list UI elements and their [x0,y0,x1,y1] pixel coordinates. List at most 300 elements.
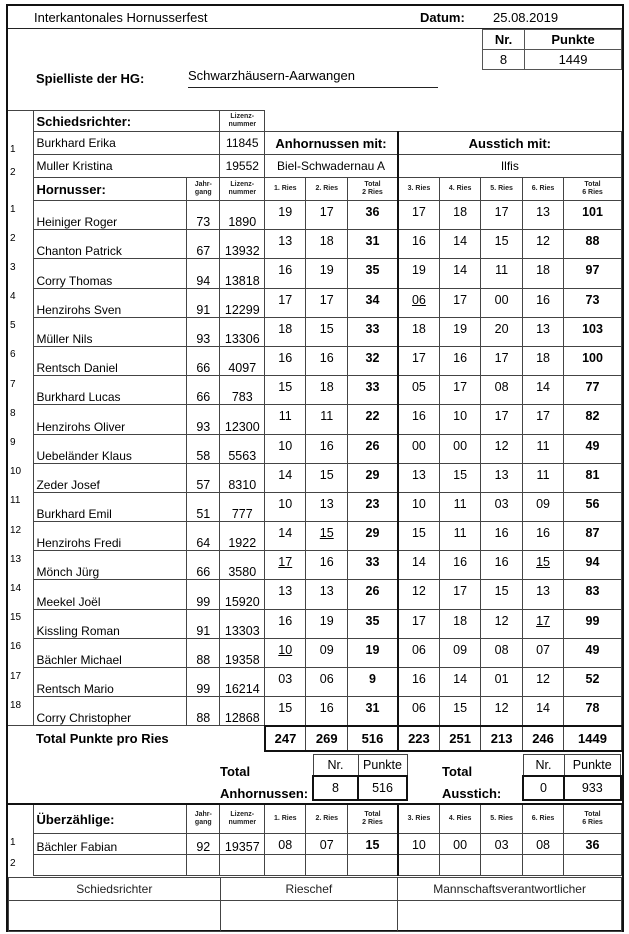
ries-2-score: 17 [306,201,348,230]
ries-6-score: 08 [523,834,564,855]
ries-1-score: 17 [265,551,306,580]
birth-year: 58 [187,434,220,463]
ries-1-score: 16 [265,346,306,375]
ries-2-score: 19 [306,259,348,288]
total-2-ries-score: 33 [348,317,398,346]
column-header-r6: 6. Ries [523,804,564,834]
birth-year: 66 [187,346,220,375]
signature-label: Mannschaftsverantwortlicher [398,878,622,901]
row-index: 17 [8,668,34,697]
ries-6-score: 11 [523,463,564,492]
points-label: Punkte [358,754,407,776]
ries-1-score: 08 [265,834,306,855]
column-header-t2: Total 2 Ries [348,178,398,201]
player-name: Corry Thomas [34,259,187,288]
ries-4-score: 11 [440,522,481,551]
total-6-ries-score: 56 [564,492,622,521]
column-header-t6: Total 6 Ries [564,804,622,834]
player-row [8,609,622,638]
ries-5-score: 08 [481,638,523,667]
referee-license: 11845 [220,132,265,155]
ries-5-score: 16 [481,522,523,551]
birth-year: 91 [187,609,220,638]
total-value: 246 [523,726,564,751]
total-value: 213 [481,726,523,751]
ries-5-score: 12 [481,434,523,463]
license-number: 16214 [220,668,265,697]
nr-label: Nr. [313,754,358,776]
row-index: 1 [8,834,34,855]
column-header-r4: 4. Ries [440,178,481,201]
ries-4-score: 19 [440,317,481,346]
ries-6-score [523,855,564,876]
ries-4-score: 17 [440,376,481,405]
player-name: Heiniger Roger [34,201,187,230]
total-value: 516 [348,726,398,751]
team-name: Schwarzhäusern-Aarwangen [188,68,438,88]
player-name: Burkhard Emil [34,492,187,521]
signature-label: Schiedsrichter [9,878,221,901]
total-6-ries-score: 82 [564,405,622,434]
total-2-ries-score: 29 [348,522,398,551]
nr-label: Nr. [483,30,525,50]
license-number: 783 [220,376,265,405]
birth-year: 57 [187,463,220,492]
ries-5-score: 16 [481,551,523,580]
player-name: Rentsch Daniel [34,346,187,375]
license-number: 13932 [220,230,265,259]
ries-1-score: 10 [265,434,306,463]
ries-5-score: 11 [481,259,523,288]
date-label: Datum: [420,10,465,25]
column-header-r4: 4. Ries [440,804,481,834]
player-row [8,288,622,317]
anhornussen-label: Anhornussen mit: [265,132,398,155]
player-name: Chanton Patrick [34,230,187,259]
ries-3-score: 17 [398,609,440,638]
total-6-ries-score: 88 [564,230,622,259]
birth-year: 92 [187,834,220,855]
ries-6-score: 09 [523,492,564,521]
ries-2-score: 17 [306,288,348,317]
ries-6-score: 14 [523,376,564,405]
total-6-ries-score: 87 [564,522,622,551]
player-row [8,463,622,492]
row-index: 13 [8,551,34,580]
ries-2-score [306,855,348,876]
ries-4-score: 11 [440,492,481,521]
extra-player-row [8,834,622,855]
points-label: Punkte [525,30,622,50]
ries-1-score: 13 [265,230,306,259]
total-6-ries-score: 81 [564,463,622,492]
ries-1-score: 16 [265,259,306,288]
license-number: 15920 [220,580,265,609]
ries-1-score: 10 [265,638,306,667]
summary-row [8,751,622,804]
ries-6-score: 13 [523,201,564,230]
birth-year: 99 [187,580,220,609]
player-row [8,346,622,375]
ries-2-score: 13 [306,492,348,521]
birth-year: 64 [187,522,220,551]
player-name: Burkhard Lucas [34,376,187,405]
row-index: 14 [8,580,34,609]
birth-year: 66 [187,551,220,580]
ries-5-score: 15 [481,230,523,259]
birth-year: 67 [187,230,220,259]
ries-3-score: 15 [398,522,440,551]
ries-3-score: 06 [398,288,440,317]
license-number: 19357 [220,834,265,855]
license-number: 13303 [220,609,265,638]
ries-2-score: 09 [306,638,348,667]
birth-year [187,855,220,876]
license-number: 8310 [220,463,265,492]
team-score-box [482,29,622,70]
license-number: 1922 [220,522,265,551]
ries-2-score: 13 [306,580,348,609]
ries-2-score: 16 [306,434,348,463]
player-row [8,492,622,521]
total-2-ries-score: 9 [348,668,398,697]
row-index: 10 [8,463,34,492]
birth-year: 66 [187,376,220,405]
ries-4-score: 15 [440,463,481,492]
ries-4-score: 18 [440,609,481,638]
ries-5-score: 17 [481,405,523,434]
ausstich-summary-box [522,754,622,801]
player-name: Kissling Roman [34,609,187,638]
row-index: 2 [8,855,34,876]
ries-5-score: 01 [481,668,523,697]
ries-6-score: 13 [523,317,564,346]
ries-4-score: 14 [440,259,481,288]
ries-2-score: 16 [306,346,348,375]
row-index: 4 [8,288,34,317]
player-name: Zeder Josef [34,463,187,492]
birth-year: 51 [187,492,220,521]
ries-5-score: 12 [481,697,523,726]
extra-player-row [8,855,622,876]
ries-4-score: 00 [440,434,481,463]
ries-1-score: 15 [265,376,306,405]
license-number: 1890 [220,201,265,230]
license-number [220,855,265,876]
ries-1-score: 14 [265,463,306,492]
ries-3-score [398,855,440,876]
players-label: Hornusser: [34,178,187,201]
spielliste-label: Spielliste der HG: [36,71,145,86]
birth-year: 93 [187,405,220,434]
total-2-ries-score: 19 [348,638,398,667]
ries-6-score: 17 [523,609,564,638]
player-row [8,405,622,434]
total-6-ries-score: 99 [564,609,622,638]
ries-3-score: 16 [398,230,440,259]
total-6-ries-score: 52 [564,668,622,697]
birth-year: 93 [187,317,220,346]
total-2-ries-score: 26 [348,434,398,463]
total-6-ries-score: 49 [564,434,622,463]
total-6-ries-score: 78 [564,697,622,726]
player-row [8,230,622,259]
ausstich-summary-label: Ausstich: [442,785,502,801]
row-index: 2 [8,155,34,178]
row-index: 2 [8,230,34,259]
license-number: 12300 [220,405,265,434]
ries-1-score: 11 [265,405,306,434]
column-header-r6: 6. Ries [523,178,564,201]
total-value: 223 [398,726,440,751]
ausstich-team: Ilfis [398,155,622,178]
player-name: Mönch Jürg [34,551,187,580]
ries-6-score: 11 [523,434,564,463]
total-2-ries-score: 26 [348,580,398,609]
ries-2-score: 16 [306,551,348,580]
referee-license-header: Lizenz- nummer [220,111,265,132]
license-number: 13818 [220,259,265,288]
ries-3-score: 14 [398,551,440,580]
referees-label: Schiedsrichter: [34,111,220,132]
column-header-r1: 1. Ries [265,804,306,834]
ries-4-score: 16 [440,346,481,375]
anhornussen-points: 516 [358,776,407,800]
signature-field-manager[interactable] [398,901,622,932]
birth-year: 94 [187,259,220,288]
ries-6-score: 12 [523,668,564,697]
column-header-r5: 5. Ries [481,804,523,834]
ries-1-score: 13 [265,580,306,609]
birth-year: 88 [187,697,220,726]
total-value: 247 [265,726,306,751]
total-6-ries-score: 101 [564,201,622,230]
row-index: 1 [8,132,34,155]
column-header-r3: 3. Ries [398,178,440,201]
ries-3-score: 18 [398,317,440,346]
player-row [8,317,622,346]
row-index: 16 [8,638,34,667]
referee-row [8,155,622,178]
ries-3-score: 17 [398,201,440,230]
total-value: 1449 [564,726,622,751]
total-value: 251 [440,726,481,751]
row-index: 12 [8,522,34,551]
ries-4-score: 00 [440,834,481,855]
license-number: 19358 [220,638,265,667]
anhornussen-summary-box [312,754,408,801]
license-number: 13306 [220,317,265,346]
player-name: Meekel Joël [34,580,187,609]
player-name: Rentsch Mario [34,668,187,697]
row-index: 11 [8,492,34,521]
ries-3-score: 17 [398,346,440,375]
column-header-r2: 2. Ries [306,804,348,834]
player-name: Bächler Michael [34,638,187,667]
ries-3-score: 19 [398,259,440,288]
total-2-ries-score: 29 [348,463,398,492]
ries-4-score: 16 [440,551,481,580]
event-title: Interkantonales Hornusserfest [34,10,208,25]
ries-3-score: 16 [398,668,440,697]
ries-2-score: 07 [306,834,348,855]
license-number: 12299 [220,288,265,317]
column-header-license: Lizenz- nummer [220,804,265,834]
license-number: 4097 [220,346,265,375]
ries-3-score: 10 [398,834,440,855]
ries-3-score: 10 [398,492,440,521]
column-header-year: Jahr- gang [187,178,220,201]
ries-6-score: 12 [523,230,564,259]
date-value: 25.08.2019 [493,10,559,25]
points-label: Punkte [564,754,621,776]
referee-license: 19552 [220,155,265,178]
total-6-ries-score: 97 [564,259,622,288]
total-2-ries-score: 22 [348,405,398,434]
referee-name: Muller Kristina [34,155,220,178]
row-index: 3 [8,259,34,288]
totals-row [8,726,622,751]
ries-5-score: 13 [481,463,523,492]
ries-6-score: 14 [523,697,564,726]
total-6-ries-score: 73 [564,288,622,317]
ries-4-score [440,855,481,876]
total-2-ries-score [348,855,398,876]
ries-5-score: 17 [481,201,523,230]
total-6-ries-score: 36 [564,834,622,855]
total-2-ries-score: 35 [348,259,398,288]
ries-4-score: 17 [440,580,481,609]
player-row [8,522,622,551]
ries-5-score: 15 [481,580,523,609]
nr-value: 8 [483,50,525,70]
row-index: 1 [8,201,34,230]
column-header-r1: 1. Ries [265,178,306,201]
player-row [8,697,622,726]
ausstich-nr: 0 [523,776,564,800]
ries-3-score: 00 [398,434,440,463]
ries-4-score: 17 [440,288,481,317]
player-name: Corry Christopher [34,697,187,726]
ries-3-score: 05 [398,376,440,405]
player-name: Bächler Fabian [34,834,187,855]
ries-2-score: 11 [306,405,348,434]
total-2-ries-score: 32 [348,346,398,375]
sheet-header [8,6,622,29]
license-number: 777 [220,492,265,521]
player-name: Uebeländer Klaus [34,434,187,463]
column-header-r3: 3. Ries [398,804,440,834]
player-name: Henzirohs Fredi [34,522,187,551]
column-header-year: Jahr- gang [187,804,220,834]
totals-label: Total Punkte pro Ries [8,726,265,751]
ries-5-score: 17 [481,346,523,375]
ausstich-label: Ausstich mit: [398,132,622,155]
player-table [8,110,622,876]
ries-2-score: 15 [306,317,348,346]
ries-4-score: 15 [440,697,481,726]
total-6-ries-score: 103 [564,317,622,346]
total-2-ries-score: 23 [348,492,398,521]
ries-4-score: 14 [440,230,481,259]
total-6-ries-score: 49 [564,638,622,667]
ries-2-score: 15 [306,463,348,492]
ries-2-score: 16 [306,697,348,726]
total-2-ries-score: 36 [348,201,398,230]
row-index: 15 [8,609,34,638]
ries-6-score: 18 [523,346,564,375]
anhornussen-team: Biel-Schwadernau A [265,155,398,178]
total-6-ries-score: 83 [564,580,622,609]
player-row [8,580,622,609]
player-name: Henzirohs Sven [34,288,187,317]
ries-4-score: 09 [440,638,481,667]
column-header-license: Lizenz- nummer [220,178,265,201]
ries-3-score: 12 [398,580,440,609]
ries-6-score: 17 [523,405,564,434]
ries-2-score: 15 [306,522,348,551]
row-index: 18 [8,697,34,726]
total-2-ries-score: 31 [348,230,398,259]
total-6-ries-score [564,855,622,876]
birth-year: 88 [187,638,220,667]
signature-field-rieschef[interactable] [220,901,398,932]
row-index: 5 [8,317,34,346]
ries-2-score: 19 [306,609,348,638]
ries-5-score: 03 [481,834,523,855]
anhornussen-summary-label: Anhornussen: [220,785,309,801]
row-index: 7 [8,376,34,405]
ries-6-score: 13 [523,580,564,609]
row-index: 6 [8,346,34,375]
column-header-r5: 5. Ries [481,178,523,201]
player-row [8,551,622,580]
total-2-ries-score: 33 [348,376,398,405]
ries-6-score: 16 [523,288,564,317]
nr-label: Nr. [523,754,564,776]
ries-5-score [481,855,523,876]
column-header-row [8,178,622,201]
column-header-t2: Total 2 Ries [348,804,398,834]
ries-2-score: 18 [306,376,348,405]
ries-2-score: 18 [306,230,348,259]
total-2-ries-score: 31 [348,697,398,726]
column-header-r2: 2. Ries [306,178,348,201]
anhornussen-nr: 8 [313,776,358,800]
ries-6-score: 07 [523,638,564,667]
total-6-ries-score: 100 [564,346,622,375]
ries-1-score: 18 [265,317,306,346]
ries-1-score: 03 [265,668,306,697]
signature-field-referee[interactable] [9,901,221,932]
ries-4-score: 10 [440,405,481,434]
total-anhornussen-label: Total [220,763,251,779]
player-name: Müller Nils [34,317,187,346]
signature-label: Rieschef [220,878,398,901]
ries-1-score: 17 [265,288,306,317]
player-row [8,434,622,463]
total-2-ries-score: 33 [348,551,398,580]
ries-1-score: 15 [265,697,306,726]
total-2-ries-score: 35 [348,609,398,638]
ries-6-score: 18 [523,259,564,288]
ries-5-score: 20 [481,317,523,346]
ries-3-score: 13 [398,463,440,492]
ries-4-score: 18 [440,201,481,230]
license-number: 12868 [220,697,265,726]
license-number: 3580 [220,551,265,580]
sheet-frame [6,4,624,932]
